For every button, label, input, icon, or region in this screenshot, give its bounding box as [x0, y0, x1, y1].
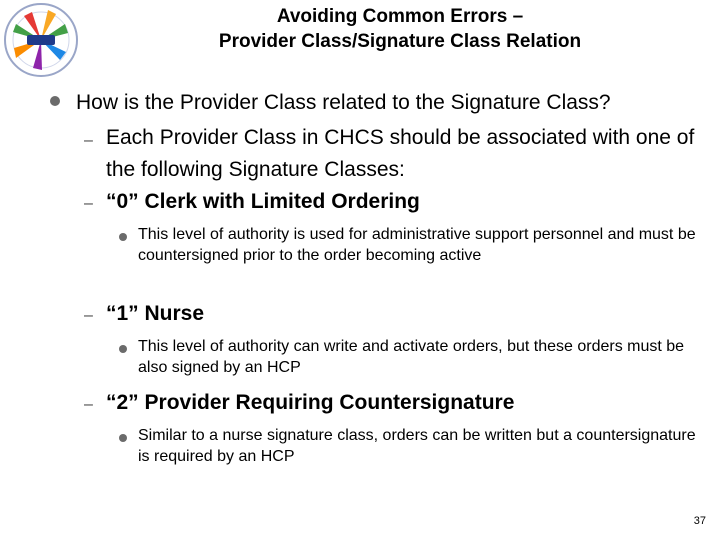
bullet-dot — [119, 233, 127, 241]
intro-text: Each Provider Class in CHCS should be associated with one of the following Signature Classes: — [106, 126, 695, 181]
dash-marker: – — [84, 132, 93, 149]
bullet-dot — [119, 434, 127, 442]
slide-title — [130, 4, 670, 54]
title-line-1: Avoiding Common Errors – — [276, 6, 524, 27]
question-text: How is the Provider Class related to the Signature Class? — [76, 91, 611, 114]
page-number: 37 — [693, 515, 706, 527]
class1-detail: This level of authority can write and activate orders, but these orders must be also signed by an HCP — [138, 338, 685, 376]
logo-graphic — [2, 0, 80, 82]
conference-logo — [2, 0, 80, 82]
title-line-2: Provider Class/Signature Class Relation — [218, 31, 582, 52]
class1-heading: “1” Nurse — [106, 302, 205, 325]
class2-detail: Similar to a nurse signature class, orders can be written but a countersignature is required by an HCP — [138, 427, 696, 465]
dash-marker: – — [84, 396, 93, 413]
dash-marker: – — [84, 195, 93, 212]
dash-marker: – — [84, 307, 93, 324]
bullet-dot — [50, 96, 60, 106]
bullet-dot — [119, 345, 127, 353]
class0-detail: This level of authority is used for administrative support personnel and must be countersigned prior to the order becoming active — [138, 226, 696, 264]
class0-heading: “0” Clerk with Limited Ordering — [106, 190, 420, 213]
class2-heading: “2” Provider Requiring Countersignature — [106, 391, 515, 414]
